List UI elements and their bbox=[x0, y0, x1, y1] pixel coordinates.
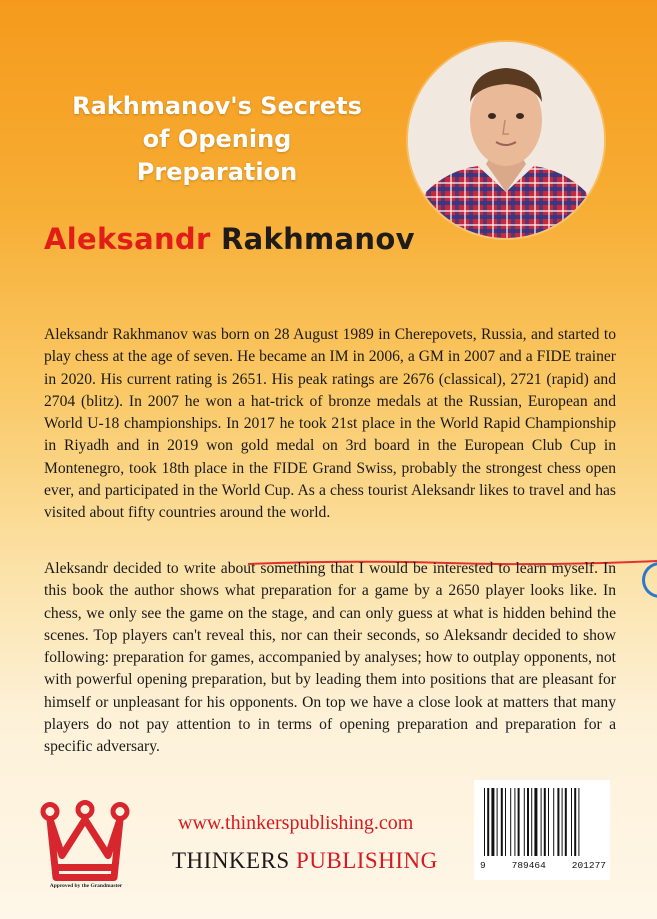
barcode-bar bbox=[497, 788, 498, 856]
author-photo bbox=[408, 42, 604, 238]
barcode-bar bbox=[524, 788, 525, 856]
barcode-bar bbox=[487, 788, 489, 856]
bio-paragraph-1: Aleksandr Rakhmanov was born on 28 August 1989 in Cherepovets, Russia, and started to play chess at the age of seven. He became an IM in 2006, a GM in 2007 and a FIDE trainer in 2020. His current rating is 2651. His peak ratings are 2676 (classical), 2721 (rapid) and 2704 (blitz). In 2007 he won a hat-trick of bronze medals at the Russian, European and World U-18 championships. In 2017 he took 21st place in the World Rapid Championship in Riyadh and in 2019 won gold medal on 3rd board in the European Club Cup in Montenegro, took 18th place in the FIDE Grand Swiss, probably the strongest chess open ever, and participated in the World Cup. As a chess tourist Aleksandr likes to travel and has visited about fifty countries around the world. bbox=[44, 326, 616, 522]
logo-caption: Approved by the Grandmaster bbox=[49, 883, 123, 889]
publisher-name-part1: THINKERS bbox=[172, 848, 290, 873]
barcode-bar bbox=[501, 788, 503, 856]
author-first-name: Aleksandr bbox=[44, 222, 211, 256]
barcode-bar bbox=[544, 788, 546, 856]
barcode-digits-right: 201277 bbox=[571, 860, 606, 871]
barcode-bar bbox=[531, 788, 532, 856]
barcode-digits bbox=[480, 860, 606, 871]
book-title-line1: Rakhmanov's Secrets bbox=[72, 92, 362, 120]
barcode-bar bbox=[505, 788, 506, 856]
book-title bbox=[62, 90, 372, 189]
author-last-name: Rakhmanov bbox=[220, 222, 415, 256]
barcode-bar bbox=[484, 788, 485, 856]
barcode-bar bbox=[510, 788, 511, 856]
barcode-bar bbox=[565, 788, 567, 856]
barcode-bar bbox=[534, 788, 537, 856]
isbn-barcode bbox=[474, 780, 610, 880]
barcode-bar bbox=[514, 788, 515, 856]
publisher-name bbox=[172, 848, 438, 874]
barcode-bar bbox=[562, 788, 563, 856]
barcode-digits-left: 789464 bbox=[511, 860, 546, 871]
barcode-bar bbox=[571, 788, 572, 856]
barcode-bar bbox=[578, 788, 579, 856]
barcode-bar bbox=[518, 788, 520, 856]
barcode-digit-prefix: 9 bbox=[480, 860, 486, 871]
bio-paragraph-2: Aleksandr decided to write about something that I would be interested to learn myself. In this book the author shows what preparation for a game by a 2650 player looks like. In chess, we only see the game on the stage, and can only guess at what is hidden behind the scenes. Top players can't reveal this, nor can their seconds, so Aleksandr decided to show following: preparation for games, accompanied by analyses; how to outplay opponents, not with powerful opening preparation, but by leading them into positions that are pleasant for himself or unpleasant for his opponents. On top we have a close look at matters that many players do not pay attention to in terms of opening preparation and preparation for a specific adversary. bbox=[44, 560, 616, 756]
publisher-website[interactable]: www.thinkerspublishing.com bbox=[178, 812, 414, 834]
publisher-name-part2: PUBLISHING bbox=[295, 848, 438, 873]
barcode-bar bbox=[491, 788, 494, 856]
barcode-bar bbox=[541, 788, 542, 856]
barcode-bar bbox=[553, 788, 554, 856]
barcode-bar bbox=[557, 788, 559, 856]
barcode-bar bbox=[574, 788, 576, 856]
barcode-bars bbox=[482, 788, 602, 858]
barcode-bar bbox=[548, 788, 549, 856]
author-name bbox=[44, 222, 415, 256]
barcode-bar bbox=[527, 788, 529, 856]
book-title-line2: of Opening Preparation bbox=[136, 125, 298, 186]
